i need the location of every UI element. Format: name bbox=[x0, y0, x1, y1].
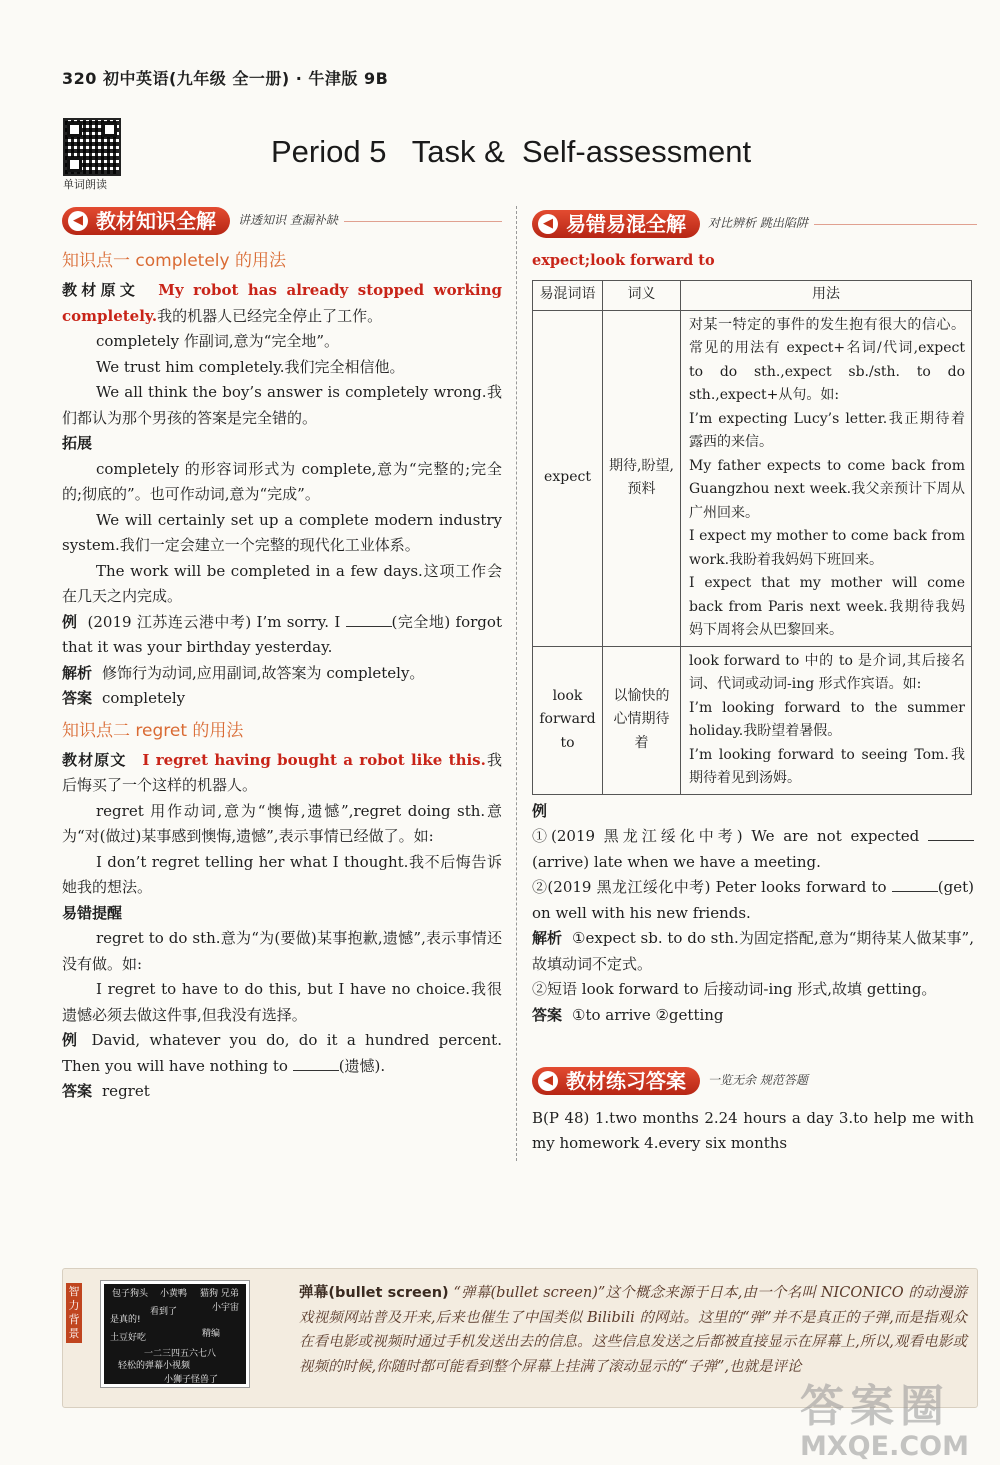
kp1-p3: We all think the boy’s answer is completely wrong.我们都认为那个男孩的答案是完全错的。 bbox=[62, 383, 502, 427]
watermark: 答案圈 MXQE.COM bbox=[800, 1381, 969, 1462]
confusable-topic: expect;look forward to bbox=[532, 252, 715, 269]
cell-word: expect bbox=[533, 310, 603, 646]
right-ex1: ①(2019 黑龙江绥化中考) We are not expected (arrive) late when we have a meeting. bbox=[532, 824, 974, 875]
banner-title: 易错易混全解 bbox=[566, 212, 686, 236]
th-meaning: 词义 bbox=[603, 280, 681, 310]
cell-meaning: 以愉快的心情期待着 bbox=[603, 646, 681, 794]
kp1-p4: completely 的形容词形式为 complete,意为“完整的;完全的;彻底的”。也可作动词,意为“完成”。 bbox=[62, 459, 502, 503]
answer-blank bbox=[892, 878, 938, 892]
banner-textbook-knowledge bbox=[62, 206, 502, 236]
kp1-p5: We will certainly set up a complete modern industry system.我们一定会建立一个完整的现代化工业体系。 bbox=[62, 510, 502, 554]
banner-title: 教材练习答案 bbox=[566, 1069, 686, 1093]
page-title: Period 5 Task & Self-assessment bbox=[271, 134, 752, 169]
kp1-p1: completely 作副词,意为“完全地”。 bbox=[96, 332, 339, 350]
kp1-answer: 答案 completely bbox=[62, 689, 186, 707]
kp2-answer: 答案 regret bbox=[62, 1082, 150, 1100]
kp2-example: 例 David, whatever you do, do it a hundred percent. Then you will have nothing to (遗憾). bbox=[62, 1031, 502, 1075]
kp2-p2: I don’t regret telling her what I thought.我不后悔告诉她我的想法。 bbox=[62, 852, 502, 896]
kp1-ext-label: 拓展 bbox=[62, 434, 93, 452]
speaker-icon: ◀ bbox=[538, 214, 558, 234]
cell-meaning: 期待,盼望,预料 bbox=[603, 310, 681, 646]
table-row bbox=[533, 310, 972, 646]
th-usage: 用法 bbox=[681, 280, 972, 310]
left-column bbox=[62, 244, 502, 1105]
right-column bbox=[532, 248, 974, 1028]
bullet-screen-image: 包子狗头 小黄鸭 猫狗 兄弟 小宇宙 看到了 是真的! 土豆好吃 精编 一二三四五六七八 轻松的弹幕小视频 小狮子怪兽了 bbox=[101, 1281, 249, 1387]
speaker-icon: ◀ bbox=[68, 211, 88, 231]
kp2-title: 知识点二 regret 的用法 bbox=[62, 720, 244, 741]
answer-blank bbox=[928, 827, 974, 841]
banner-exercise-answers bbox=[532, 1066, 977, 1096]
right-analysis-2: ②短语 look forward to 后接动词-ing 形式,故填 getting。 bbox=[532, 980, 937, 998]
right-answer: 答案 ①to arrive ②getting bbox=[532, 1005, 724, 1024]
cell-word: look forward to bbox=[533, 646, 603, 794]
banner-subtitle: 讲透知识 查漏补缺 bbox=[238, 213, 338, 228]
running-header: 320 初中英语(九年级 全一册) · 牛津版 9B bbox=[62, 69, 389, 88]
kp1-title: 知识点一 completely 的用法 bbox=[62, 251, 286, 271]
exercise-answers: B(P 48) 1.two months 2.24 hours a day 3.to help me with my homework 4.every six months bbox=[532, 1109, 974, 1152]
right-ex-label: 例 bbox=[532, 801, 548, 820]
banner-subtitle: 对比辨析 跳出陷阱 bbox=[708, 216, 808, 231]
table-row bbox=[533, 646, 972, 794]
kp2-tip-label: 易错提醒 bbox=[62, 903, 123, 922]
th-word: 易混词语 bbox=[533, 280, 603, 310]
banner-subtitle: 一览无余 规范答题 bbox=[708, 1073, 808, 1088]
kp1-p2: We trust him completely.我们完全相信他。 bbox=[96, 357, 405, 376]
kp2-p1: regret 用作动词,意为“懊悔,遗憾”,regret doing sth.意为“对(做过)某事感到懊悔,遗憾”,表示事情已经做了。如: bbox=[62, 801, 502, 845]
kp1-analysis: 解析 修饰行为动词,应用副词,故答案为 completely。 bbox=[62, 663, 425, 682]
right-analysis: 解析 ①expect sb. to do sth.为固定搭配,意为“期待某人做某事”,故填动词不定式。 bbox=[532, 929, 974, 973]
confusables-table bbox=[532, 280, 972, 795]
kp1-p6: The work will be completed in a few days.这项工作会在几天之内完成。 bbox=[62, 561, 502, 605]
cell-usage: look forward to 中的 to 是介词,其后接名词、代词或动词-ing 形式作宾语。如: I’m looking forward to the summer holiday.我盼望着暑假。 I’m looking forward to seeing Tom.我期待着见到汤姆。 bbox=[681, 646, 972, 794]
answer-blank bbox=[293, 1057, 339, 1071]
answer-blank bbox=[346, 613, 392, 627]
footer-text: 弹幕(bullet screen) “弹幕(bullet screen)”这个概念来源于日本,由一个名叫 NICONICO 的动漫游戏视频网站普及开来,后来也催生了中国类似 Bilibili 的网站。这里的“弹”并不是真正的子弹,而是指观众在看电影或视频时通过手机发送出去的信息。这些信息发送之后都被直接显示在屏幕上,所以,观看电影或视频的时候,你随时都可能看到整个屏幕上挂满了滚动显示的“子弹”,也就是评论 bbox=[299, 1285, 968, 1375]
kp2-p4: I regret to have to do this, but I have no choice.我很遗憾必须去做这件事,但我没有选择。 bbox=[62, 980, 502, 1024]
footer-tag: 智力背景 bbox=[66, 1283, 82, 1343]
banner-confusables bbox=[532, 209, 977, 239]
kp1-original: 教材原文 My robot has already stopped working completely.我的机器人已经完全停止了工作。 bbox=[62, 281, 502, 325]
kp2-p3: regret to do sth.意为“为(要做)某事抱歉,遗憾”,表示事情还没有做。如: bbox=[62, 929, 502, 973]
banner-title: 教材知识全解 bbox=[96, 209, 216, 233]
qr-caption: 单词朗读 bbox=[63, 178, 107, 191]
cell-usage: 对某一特定的事件的发生抱有很大的信心。常见的用法有 expect+名词/代词,expect to do sth.,expect sb./sth. to do sth.,expect+从句。如: I’m expecting Lucy’s letter.我正期待着露西的来信。 My father expects to come back from Guangzhou next week.我父亲预计下周从广州回来。 I expect my mother to come back from work.我盼着我妈妈下班回来。 I expect that my mother will come back from Paris next week.我期待我妈妈下周将会从巴黎回来。 bbox=[681, 310, 972, 646]
qr-code[interactable] bbox=[63, 118, 121, 176]
kp1-example: 例 (2019 江苏连云港中考) I’m sorry. I (完全地) forgot that it was your birthday yesterday. bbox=[62, 612, 502, 656]
speaker-icon: ◀ bbox=[538, 1071, 558, 1091]
right-ex2: ②(2019 黑龙江绥化中考) Peter looks forward to (get) on well with his new friends. bbox=[532, 878, 974, 922]
kp2-original: 教材原文 I regret having bought a robot like this.我后悔买了一个这样的机器人。 bbox=[62, 750, 502, 794]
column-divider bbox=[516, 206, 517, 1161]
